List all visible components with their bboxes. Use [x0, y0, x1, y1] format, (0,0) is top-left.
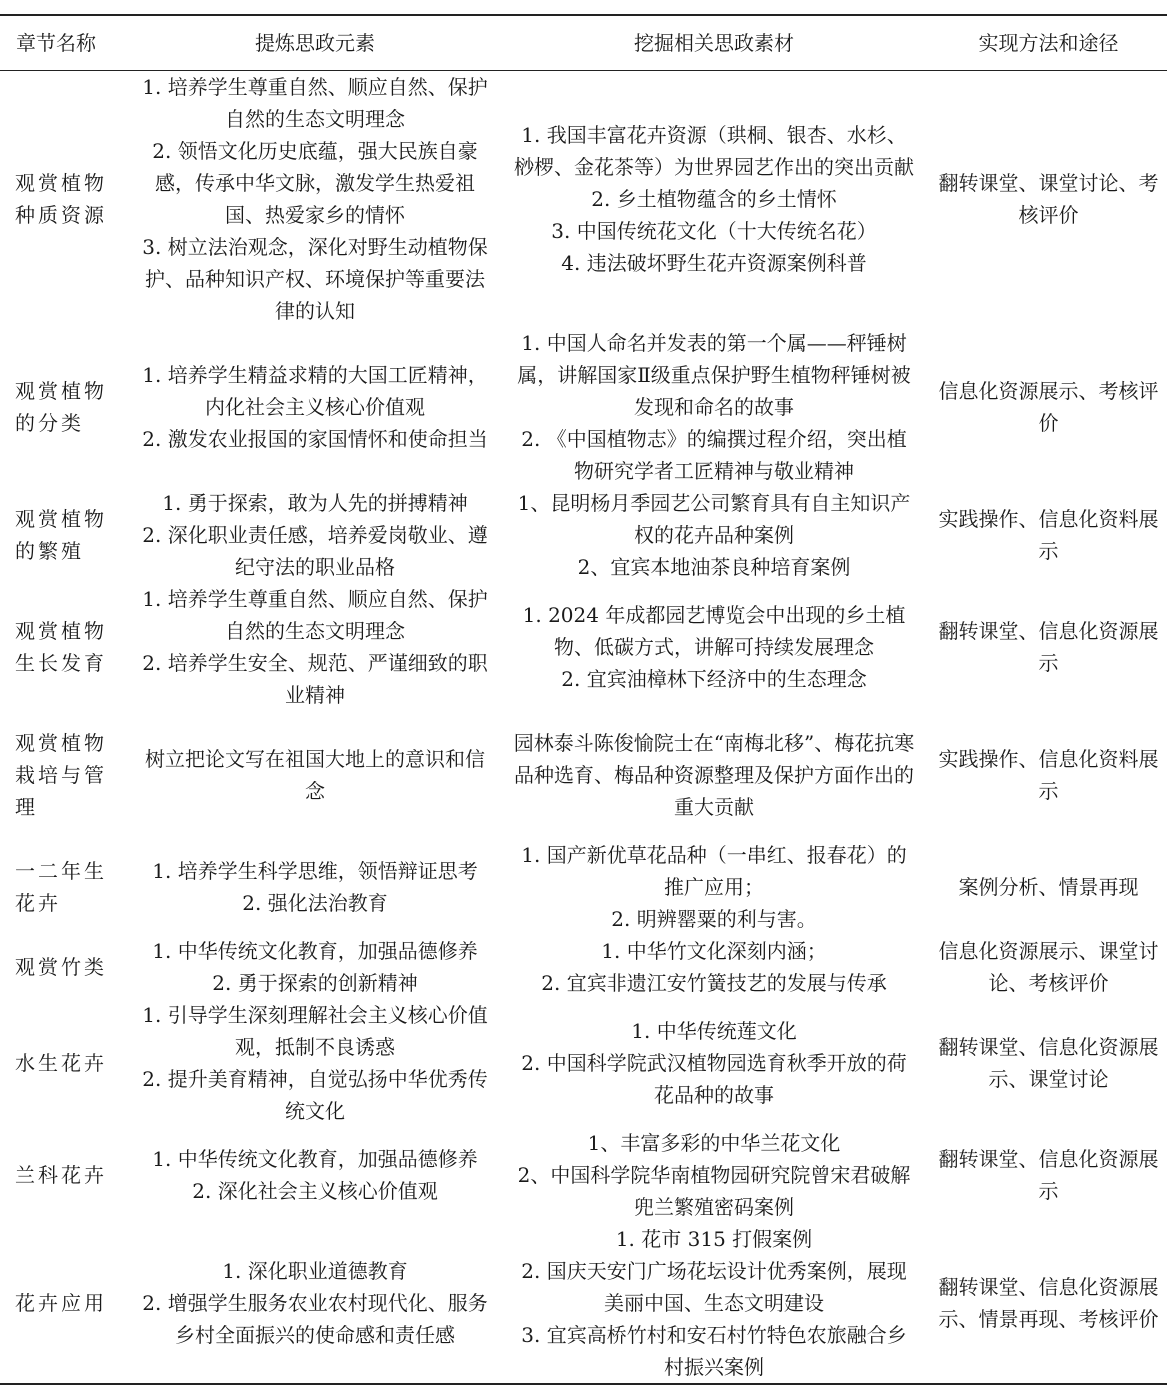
methods-cell: 翻转课堂、信息化资源展示、课堂讨论 [938, 1035, 1159, 1091]
methods-cell: 翻转课堂、信息化资源展示 [938, 619, 1159, 675]
chapter-name-cell: 观赏植物栽培与管理 [15, 731, 107, 819]
ideological-element-item: 1. 培养学生尊重自然、顺应自然、保护自然的生态文明理念 [142, 587, 488, 643]
chapter-name-cell: 观赏植物的分类 [15, 379, 107, 435]
ideological-elements-cell [132, 327, 498, 487]
material-item: 1. 中国人命名并发表的第一个属——秤锤树属，讲解国家Ⅱ级重点保护野生植物秤锤树被发现和命名的故事 [517, 331, 911, 419]
ideological-elements-cell [132, 839, 498, 935]
methods-cell: 翻转课堂、信息化资源展示、情景再现、考核评价 [938, 1275, 1159, 1331]
material-item: 1. 花市 315 打假案例 [615, 1227, 813, 1251]
ideological-element-item: 1. 培养学生尊重自然、顺应自然、保护自然的生态文明理念 [142, 75, 488, 131]
ideological-elements-cell [132, 1223, 498, 1383]
course-ideology-table [0, 16, 1167, 1383]
material-item: 1. 我国丰富花卉资源（珙桐、银杏、水杉、桫椤、金花茶等）为世界园艺作出的突出贡献 [514, 123, 914, 179]
table-row [0, 935, 1167, 999]
ideological-element-item: 2. 增强学生服务农业农村现代化、服务乡村全面振兴的使命感和责任感 [142, 1291, 488, 1347]
ideological-element-item: 2. 勇于探索的创新精神 [212, 971, 418, 995]
materials-cell [498, 839, 930, 935]
material-item: 4. 违法破坏野生花卉资源案例科普 [561, 251, 867, 275]
materials-cell [498, 711, 930, 839]
materials-cell [498, 583, 930, 711]
methods-cell: 翻转课堂、信息化资源展示 [938, 1147, 1159, 1203]
chapter-name-cell: 水生花卉 [15, 1051, 107, 1075]
ideological-element-item: 1. 中华传统文化教育，加强品德修养 [152, 1147, 478, 1171]
material-item: 2. 明辨罂粟的利与害。 [611, 907, 817, 931]
methods-cell: 案例分析、情景再现 [958, 875, 1139, 899]
material-item: 2. 中国科学院武汉植物园选育秋季开放的荷花品种的故事 [521, 1051, 907, 1107]
course-ideology-table-container [0, 14, 1167, 1385]
material-item: 1. 2024 年成都园艺博览会中出现的乡土植物、低碳方式，讲解可持续发展理念 [522, 603, 906, 659]
material-item: 2. 国庆天安门广场花坛设计优秀案例，展现美丽中国、生态文明建设 [521, 1259, 907, 1315]
ideological-element-item: 1. 中华传统文化教育，加强品德修养 [152, 939, 478, 963]
ideological-element-item: 1. 深化职业道德教育 [222, 1259, 408, 1283]
table-row [0, 583, 1167, 711]
material-item: 2. 宜宾非遗江安竹簧技艺的发展与传承 [541, 971, 887, 995]
ideological-elements-cell [132, 999, 498, 1127]
table-body [0, 71, 1167, 1384]
methods-cell: 信息化资源展示、考核评价 [938, 379, 1159, 435]
material-item: 1、昆明杨月季园艺公司繁育具有自主知识产权的花卉品种案例 [517, 491, 911, 547]
ideological-element-item: 2. 激发农业报国的家国情怀和使命担当 [142, 427, 488, 451]
header-chapter-name: 章节名称 [0, 16, 132, 71]
header-row [0, 16, 1167, 71]
table-header [0, 16, 1167, 71]
ideological-element-item: 2. 提升美育精神，自觉弘扬中华优秀传统文化 [142, 1067, 488, 1123]
table-row [0, 711, 1167, 839]
material-item: 2、宜宾本地油茶良种培育案例 [577, 555, 851, 579]
table-row [0, 1127, 1167, 1223]
methods-cell: 实践操作、信息化资料展示 [938, 747, 1159, 803]
chapter-name-cell: 观赏植物的繁殖 [15, 507, 107, 563]
material-item: 园林泰斗陈俊愉院士在“南梅北移”、梅花抗寒品种选育、梅品种资源整理及保护方面作出的重大贡献 [513, 731, 915, 819]
material-item: 2. 《中国植物志》的编撰过程介绍，突出植物研究学者工匠精神与敬业精神 [521, 427, 907, 483]
ideological-element-item: 1. 培养学生精益求精的大国工匠精神，内化社会主义核心价值观 [142, 363, 488, 419]
table-row [0, 327, 1167, 487]
chapter-name-cell: 观赏植物生长发育 [15, 619, 107, 675]
ideological-elements-cell [132, 711, 498, 839]
ideological-elements-cell [132, 487, 498, 583]
ideological-element-item: 2. 培养学生安全、规范、严谨细致的职业精神 [142, 651, 488, 707]
materials-cell [498, 935, 930, 999]
table-row [0, 1223, 1167, 1383]
chapter-name-cell: 一二年生花卉 [15, 859, 107, 915]
material-item: 1、丰富多彩的中华兰花文化 [587, 1131, 841, 1155]
chapter-name-cell: 观赏竹类 [15, 955, 107, 979]
material-item: 3. 中国传统花文化（十大传统名花） [551, 219, 877, 243]
ideological-element-item: 2. 深化职业责任感，培养爱岗敬业、遵纪守法的职业品格 [142, 523, 488, 579]
ideological-element-item: 2. 强化法治教育 [242, 891, 388, 915]
materials-cell [498, 1127, 930, 1223]
materials-cell [498, 327, 930, 487]
materials-cell [498, 71, 930, 328]
chapter-name-cell: 兰科花卉 [15, 1163, 107, 1187]
chapter-name-cell: 观赏植物种质资源 [15, 171, 107, 227]
material-item: 1. 国产新优草花品种（一串红、报春花）的推广应用； [521, 843, 907, 899]
material-item: 3. 宜宾高桥竹村和安石村竹特色农旅融合乡村振兴案例 [521, 1323, 907, 1379]
header-materials: 挖掘相关思政素材 [498, 16, 930, 71]
ideological-element-item: 1. 引导学生深刻理解社会主义核心价值观，抵制不良诱惑 [142, 1003, 488, 1059]
table-row [0, 71, 1167, 328]
methods-cell: 信息化资源展示、课堂讨论、考核评价 [938, 939, 1159, 995]
ideological-element-item: 2. 深化社会主义核心价值观 [192, 1179, 438, 1203]
ideological-elements-cell [132, 583, 498, 711]
ideological-element-item: 1. 勇于探索，敢为人先的拼搏精神 [162, 491, 468, 515]
table-row [0, 999, 1167, 1127]
table-row [0, 839, 1167, 935]
ideological-elements-cell [132, 935, 498, 999]
methods-cell: 翻转课堂、课堂讨论、考核评价 [938, 171, 1159, 227]
table-row [0, 487, 1167, 583]
material-item: 2、中国科学院华南植物园研究院曾宋君破解兜兰繁殖密码案例 [517, 1163, 911, 1219]
materials-cell [498, 999, 930, 1127]
material-item: 2. 乡土植物蕴含的乡土情怀 [591, 187, 837, 211]
ideological-element-item: 2. 领悟文化历史底蕴，强大民族自豪感，传承中华文脉，激发学生热爱祖国、热爱家乡的情怀 [152, 139, 478, 227]
ideological-element-item: 1. 培养学生科学思维，领悟辩证思考 [152, 859, 478, 883]
material-item: 1. 中华竹文化深刻内涵； [601, 939, 827, 963]
header-methods: 实现方法和途径 [930, 16, 1167, 71]
materials-cell [498, 1223, 930, 1383]
material-item: 2. 宜宾油樟林下经济中的生态理念 [561, 667, 867, 691]
header-ideological-elements: 提炼思政元素 [132, 16, 498, 71]
methods-cell: 实践操作、信息化资料展示 [938, 507, 1159, 563]
material-item: 1. 中华传统莲文化 [631, 1019, 797, 1043]
ideological-element-item: 3. 树立法治观念，深化对野生动植物保护、品种知识产权、环境保护等重要法律的认知 [142, 235, 488, 323]
ideological-elements-cell [132, 71, 498, 328]
chapter-name-cell: 花卉应用 [15, 1291, 107, 1315]
materials-cell [498, 487, 930, 583]
ideological-elements-cell [132, 1127, 498, 1223]
ideological-element-item: 树立把论文写在祖国大地上的意识和信念 [145, 747, 485, 803]
